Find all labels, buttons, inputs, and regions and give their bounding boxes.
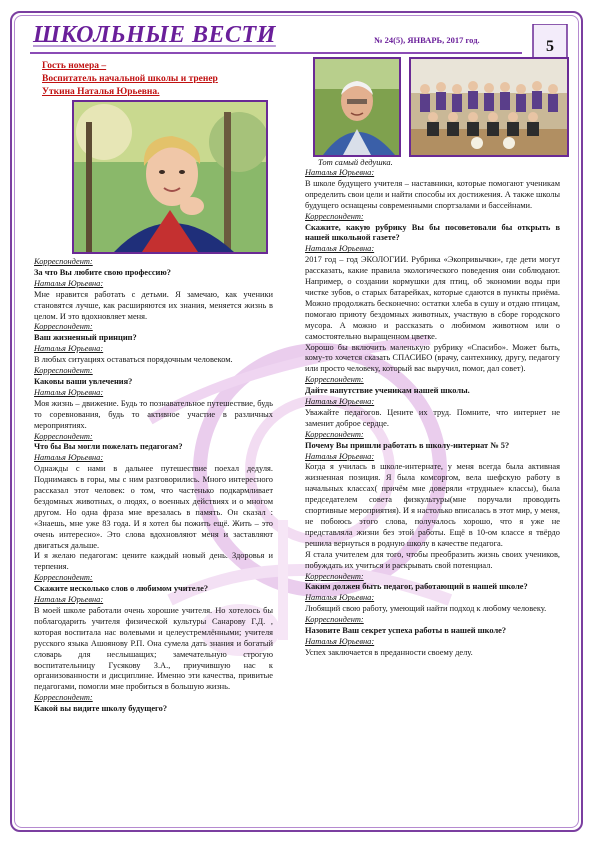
interview-left-column [34, 257, 273, 715]
question: За что Вы любите свою профессию? [34, 267, 171, 277]
speaker-label: Корреспондент: [34, 322, 93, 332]
speaker-label: Наталья Юрьевна: [34, 278, 104, 288]
answer-paragraph: 2017 год – год ЭКОЛОГИИ. Рубрика «Экопривычки», где дети могут рассказать, какие правила экологического поведения они соблюдают. Например, о создании кормушки для птиц, об экономии воды при чистке зубов, о старых батарейках, которые сдаются в пункты приёма. Можно продолжать бесконечно: остатки хлеба в сушу и отдаю птицам, помогаю приюту бездомных животных, участвую в сборе городского мусора. А можно и рассказать о любимом животном или о самостоятельно выращенном цветке. [305, 255, 560, 341]
speaker-label: Корреспондент: [34, 431, 93, 441]
answer-paragraph: Однажды с нами в дальнее путешествие поехал дедуля. Поднимаясь в горы, мы с ним разговорились. Много интересного рассказал этот человек: о том, что частенько подкармливает бездомных животных, о людях, о военных действиях и о многом другом. Но одна фраза мне врезалась в память. Он сказал : «Знаешь, мне уже 83 года. И я хотел бы пожить ещё. Жить – это очень интересно». Это слова вдохновляют меня и заставляют двигаться дальше. [34, 464, 273, 550]
question: Ваш жизненный принцип? [34, 333, 137, 343]
question: Назовите Ваш секрет успеха работы в нашей школе? [305, 626, 507, 636]
speaker-label: Корреспондент: [34, 693, 93, 703]
answer-paragraph: Я стала учителем для того, чтобы преобразить жизнь своих учеников, побуждать их учиться и раскрывать свой потенциал. [305, 549, 560, 570]
speaker-label: Корреспондент: [34, 573, 93, 583]
question: Что бы Вы могли пожелать педагогам? [34, 442, 183, 452]
speaker-label: Корреспондент: [305, 571, 364, 581]
interview-right-column [305, 168, 560, 659]
teacher-photo [72, 100, 268, 254]
speaker-label: Наталья Юрьевна: [305, 168, 375, 177]
answer-paragraph: В любых ситуациях оставаться порядочным человеком. [34, 355, 233, 365]
speaker-label: Наталья Юрьевна: [305, 244, 375, 254]
guest-heading [42, 60, 272, 99]
team-photo [409, 57, 569, 157]
question: Какой вы видите школу будущего? [34, 704, 168, 714]
speaker-label: Корреспондент: [305, 375, 364, 385]
photo-caption: Тот самый дедушка. [318, 157, 393, 167]
newspaper-title: ШКОЛЬНЫЕ ВЕСТИ [33, 22, 276, 48]
page-number: 5 [546, 38, 554, 55]
speaker-label: Корреспондент: [305, 429, 364, 439]
question: Каковы ваши увлечения? [34, 376, 133, 386]
speaker-label: Наталья Юрьевна: [34, 344, 104, 354]
speaker-label: Корреспондент: [305, 211, 364, 221]
question: Каким должен быть педагог, работающий в нашей школе? [305, 582, 528, 592]
speaker-label: Наталья Юрьевна: [305, 593, 375, 603]
answer-paragraph: Когда я училась в школе-интернате, у меня всегда была активная жизненная позиция. Я была комсоргом, вела шефскую работу в начальных классах( причём мне доверяли «трудные» классы), была председателем совета физкультуры(мне поручали проводить спортивные мероприятия). И я настолько вписалась в этот мир, у меня, не побоюсь этого слова, получалось хорошо, что я уже не представляла жизни без этой работы. Ещё в 10-ом классе я твёрдо решила вернуться в родную школу в качестве педагога. [305, 462, 560, 548]
speaker-label: Корреспондент: [34, 257, 93, 266]
answer-paragraph: Уважайте педагогов. Цените их труд. Помните, что интернет не заменит доброе сердце. [305, 407, 560, 428]
issue-info: № 24(5), ЯНВАРЬ, 2017 год. [374, 35, 480, 45]
question: Скажите несколько слов о любимом учителе? [34, 584, 209, 594]
guest-heading-line-3: Уткина Наталья Юрьевна. [42, 87, 160, 97]
answer-paragraph: Успех заключается в преданности своему делу. [305, 647, 473, 657]
answer-paragraph: Любящий свою работу, умеющий найти подход к любому человеку. [305, 604, 547, 614]
speaker-label: Наталья Юрьевна: [305, 636, 375, 646]
question: Почему Вы пришли работать в школу-интернат № 5? [305, 440, 510, 450]
guest-heading-line-2: Воспитатель начальной школы и тренер [42, 74, 218, 84]
speaker-label: Корреспондент: [305, 615, 364, 625]
guest-heading-line-1: Гость номера – [42, 61, 107, 71]
answer-paragraph: В школе будущего учителя – наставники, которые помогают ученикам определить свои цели и найти способы их достижения. А также школы будущего оснащены современными спортзалами и бассейнами. [305, 178, 560, 210]
answer-paragraph: И я желаю педагогам: цените каждый новый день. Здоровья и терпения. [34, 551, 273, 572]
speaker-label: Наталья Юрьевна: [34, 387, 104, 397]
answer-paragraph: В моей школе работали очень хорошие учителя. Но хотелось бы поблагодарить учителя физической культуры Санарову Г.Д. , которая воспитала нас волевыми и целеустремлёнными; учителя русского языка Ашоянову Р.П. Она сумела дать знания и богатый словарь для неслышащих; замечательную строгую воспитательницу Гусякову З.А., приучившую нас к организованности и дисциплине. Именно эти качества, привитые педагогами, помогли мне пробиться в большую жизнь. [34, 606, 273, 692]
grandpa-photo [313, 57, 401, 157]
speaker-label: Наталья Юрьевна: [305, 451, 375, 461]
answer-paragraph: Мне нравится работать с детьми. Я замечаю, как ученики становятся лучше, как расширяются их знания, меняется жизнь в целом. И это вдохновляет меня. [34, 289, 273, 321]
speaker-label: Наталья Юрьевна: [34, 453, 104, 463]
question: Дайте напутствие ученикам нашей школы. [305, 386, 470, 396]
speaker-label: Корреспондент: [34, 366, 93, 376]
speaker-label: Наталья Юрьевна: [34, 595, 104, 605]
header-rule [30, 52, 522, 54]
question: Скажите, какую рубрику Вы бы посоветовали бы открыть в нашей школьной газете? [305, 222, 560, 243]
answer-paragraph: Хорошо бы включить маленькую рубрику «Спасибо». Может быть, кому-то хочется сказать СПАСИБО (врачу, сантехнику, другу, педагогу или просто человеку, который вас выручил, помог, дал совет). [305, 342, 560, 374]
answer-paragraph: Моя жизнь – движение. Будь то познавательное путешествие, будь то соревнования, будь то активное участие в различных мероприятиях. [34, 398, 273, 430]
speaker-label: Наталья Юрьевна: [305, 397, 375, 407]
